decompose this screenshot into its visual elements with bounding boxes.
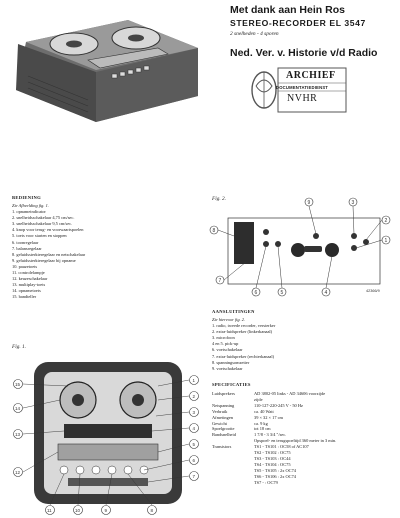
spec-value: TS6 - TS106 : 2x OC74 [254,473,297,479]
svg-text:5: 5 [192,441,196,447]
list-item: 9. geluidssterkteregelaar bij opname [12,257,76,263]
svg-text:14: 14 [15,405,21,411]
spec-value: 1 7/8 - 3 3/4 "/sec. [254,432,287,438]
list-item: 5. toets voor starten en stoppen [12,233,67,239]
svg-text:6: 6 [254,290,258,296]
list-item: 2. snelheidsschakelaar 4,75 cm/sec. [12,215,75,221]
stamp-archief: ARCHIEF [286,70,336,81]
svg-text:1: 1 [192,377,196,383]
list-item: 14. opnametoets [12,288,41,294]
fig2-label: Fig. 2. [212,196,226,202]
bediening-title: BEDIENING [12,195,41,200]
bediening-list [12,203,85,301]
svg-text:9: 9 [104,507,108,513]
svg-text:10: 10 [75,507,81,513]
bediening-intro: Zie Afbeelding fig. 1. [12,203,49,208]
spec-key: Afmetingen [212,414,233,420]
table-row [212,391,338,397]
svg-text:11: 11 [47,507,52,513]
list-item: 11. controlelampje [12,270,45,276]
fig1-controls-diagram [8,356,208,516]
spec-value: TS4 - TS104 : OC75 [254,461,291,467]
svg-text:3: 3 [192,409,196,415]
list-item: 1. radio, tweede recorder, versterker [212,323,276,329]
spec-value: ca. 40 Watt [254,408,274,414]
spec-value: ca. 9 kg [254,420,268,426]
list-item: 4 en 5. pick-up [212,341,239,347]
spec-value: 110-127-220-245 V - 50 Hz [254,402,303,408]
svg-text:8: 8 [150,507,154,513]
specificaties-title: SPECIFICATIES [212,382,251,387]
svg-text:5: 5 [280,290,284,296]
list-item: 3. snelheidsschakelaar 9,5 cm/sec. [12,221,73,227]
svg-text:4: 4 [324,290,328,296]
list-item: 6. toonregelaar [12,239,39,245]
list-item: 15. bandteller [12,294,37,300]
model-title: STEREO-RECORDER EL 3547 [230,18,366,28]
spec-value: zijde [254,396,263,402]
spec-table [212,391,338,486]
list-item: 8. geluidssterkteregelaar en netschakelaar [12,251,86,257]
list-item: 10. pauzetoets [12,263,38,269]
spec-key: Bandsnelheid [212,432,236,438]
spec-value: TS1 - TS101 : OC58 of AC107 [254,444,309,450]
table-row [212,480,338,486]
svg-text:7: 7 [218,278,222,284]
spec-key: Gewicht [212,420,227,426]
svg-text:2: 2 [192,393,196,399]
list-item: 7. balansregelaar [12,245,42,251]
spec-value: TS3 - TS103 : OC44 [254,455,291,461]
list-item: 8. spanningsomzetter [212,359,250,365]
spec-value: AD 3802-05 links - AD 34606 voorzijde [254,391,326,396]
svg-text:4: 4 [192,425,196,431]
svg-text:7: 7 [192,473,196,479]
spec-key: Transistors [212,444,232,450]
svg-text:6: 6 [192,457,196,463]
spec-value: TS7 - : OC79 [254,479,278,485]
spec-value: Opspoel- en terugspoeltijd 360 meter in 3 min. [254,438,337,444]
recorder-photo [8,14,204,124]
stamp-documentatiedienst: DOCUMENTATIEDIENST [276,85,329,90]
thanks-line: Met dank aan Hein Ros [230,4,345,16]
spec-key [212,480,254,486]
spec-value: TS5 - TS105 : 2x OC74 [254,467,297,473]
list-item: 13. multiplay-toets [12,282,46,288]
spec-key: Luidsprekers [212,391,235,396]
aansluitingen-list [212,317,275,372]
fig2-code: 42366/9 [366,289,380,293]
list-item: 1. opnameindicator [12,209,46,215]
svg-text:15: 15 [15,381,21,387]
spec-value: TS2 - TS102 : OC75 [254,450,291,456]
svg-text:3: 3 [351,200,355,206]
svg-text:9: 9 [307,200,311,206]
list-item: 12. keuzeschakelaar [12,276,48,282]
svg-text:13: 13 [15,431,21,437]
stamp-nvhr: NVHR [287,93,318,104]
archive-stamp [250,66,350,118]
spec-key: Verbruik [212,408,228,414]
svg-text:2: 2 [384,218,388,224]
svg-text:1: 1 [384,238,388,244]
list-item: 7. extra-luidspreker (rechterkanaal) [212,353,275,359]
spec-value: 39 × 32 × 17 cm [254,414,283,420]
spec-value: tot 18 cm [254,426,271,432]
list-item: 6. voetschakelaar [212,347,243,353]
list-item: 4. knop voor terug- en voorwaartspoelen [12,227,84,233]
association-name: Ned. Ver. v. Historie v/d Radio [230,47,378,59]
aansluitingen-intro: Zie hiervoor fig. 2. [212,317,246,322]
svg-text:8: 8 [212,228,216,234]
svg-text:12: 12 [15,469,21,475]
list-item: 9. voetschakelaar [212,365,243,371]
fig1-label: Fig. 1. [12,344,26,350]
fig2-connections-diagram [206,196,396,306]
list-item: 3. microfoon [212,335,235,341]
spec-key: Netspanning [212,402,235,408]
model-subtitle: 2 snelheden - 4 sporen [230,31,279,37]
spec-key: Spoelgrootte [212,426,235,432]
aansluitingen-title: AANSLUITINGEN [212,309,255,314]
list-item: 2. extra-luidspreker (linkerkanaal) [212,329,273,335]
